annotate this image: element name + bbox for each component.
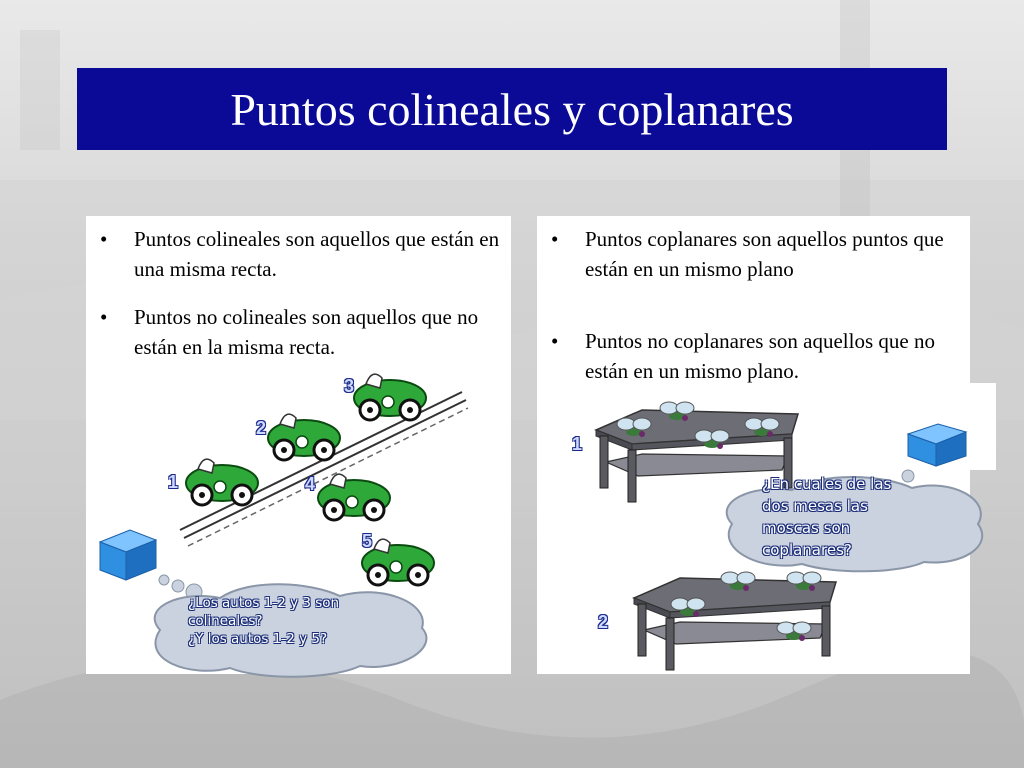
fly-icon [666,592,710,628]
car-icon [262,410,352,470]
bubble-text-left [188,594,339,648]
table-number: 1 [572,434,583,454]
fly-icon [740,412,784,448]
bullet-item [551,326,951,386]
table-number: 2 [598,612,609,632]
bullet-text: Puntos no coplanares son aquellos que no están en un mismo plano. [585,329,935,383]
bullet-item [551,224,951,284]
bullet-glyph: • [551,227,559,251]
slide-title: Puntos colineales y coplanares [77,68,947,150]
car-number: 5 [362,531,373,551]
blue-box-icon [904,420,974,470]
fly-icon [772,616,816,652]
bubble-line: dos mesas las [762,497,868,515]
bubble-line: ¿Los autos 1-2 y 3 son [188,595,340,611]
bullet-text: Puntos no colineales son aquellos que no están en la misma recta. [134,305,479,359]
fly-icon [612,412,656,448]
car-number: 2 [256,418,267,438]
bubble-line: ¿En cuales de las [762,475,892,493]
car-icon [312,470,402,530]
bubble-line: ¿Y los autos 1-2 y 5? [188,631,328,647]
bullet-glyph: • [100,227,108,251]
bubble-line: moscas son [762,519,851,537]
right-bullet-list [551,224,951,386]
car-number: 3 [344,376,355,396]
bubble-text-right [762,473,891,561]
bubble-line: coplanares? [762,541,852,559]
car-number: 4 [305,474,316,494]
car-icon [348,370,438,430]
bullet-text: Puntos colineales son aquellos que están en una misma recta. [134,227,500,281]
bubble-line: colineales? [188,613,263,629]
bullet-glyph: • [100,305,108,329]
car-number: 1 [168,472,179,492]
fly-icon [690,424,734,460]
bullet-text: Puntos coplanares son aquellos puntos que están en un mismo plano [585,227,944,281]
car-icon [180,455,270,515]
bullet-glyph: • [551,329,559,353]
